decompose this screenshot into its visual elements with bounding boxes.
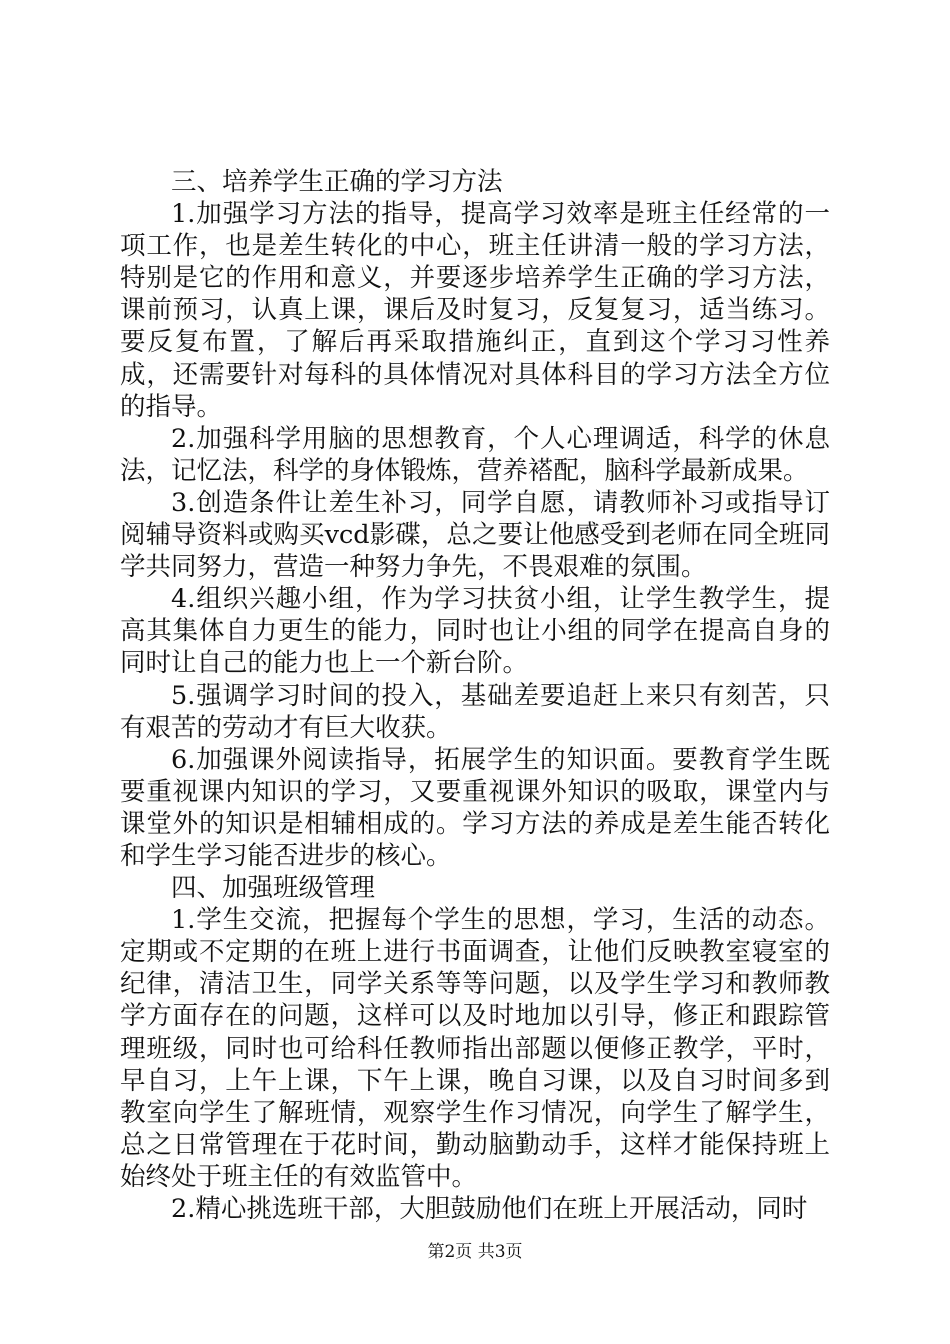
section-heading-study-methods: 三、培养学生正确的学习方法 xyxy=(171,167,503,197)
section-heading-class-management: 四、加强班级管理 xyxy=(171,873,376,904)
page-footer: 第2页 共3页 xyxy=(427,1242,523,1262)
paragraph: 1.加强学习方法的指导，提高学习效率是班主任经常的一项工作，也是差生转化的中心，班主任讲清一般的学习方法，特别是它的作用和意义，并要逐步培养学生正确的学习方法，课前预习，认真上课，课后及时复习，反复复习，适当练习。要反复布置，了解后再采取措施纠正，直到这个学习习性养成，还需要针对每科的具体情况对具体科目的学习方法全方位的指导。 xyxy=(120,199,830,422)
paragraph: 6.加强课外阅读指导，拓展学生的知识面。要教育学生既要重视课内知识的学习，又要重视课外知识的吸取，课堂内与课堂外的知识是相辅相成的。学习方法的养成是差生能否转化和学生学习能否进步的核心。 xyxy=(120,744,830,871)
paragraph: 2.精心挑选班干部，大胆鼓励他们在班上开展活动，同时 xyxy=(171,1194,808,1224)
paragraph: 4.组织兴趣小组，作为学习扶贫小组，让学生教学生，提高其集体自力更生的能力，同时也让小组的同学在提高自身的同时让自己的能力也上一个新台阶。 xyxy=(120,584,830,679)
paragraph: 3.创造条件让差生补习，同学自愿，请教师补习或指导订阅辅导资料或购买vcd影碟，总之要让他感受到老师在同全班同学共同努力，营造一种努力争先，不畏艰难的氛围。 xyxy=(120,487,830,583)
document-body xyxy=(120,166,830,1225)
paragraph: 1.学生交流，把握每个学生的思想，学习，生活的动态。定期或不定期的在班上进行书面调查，让他们反映教室寝室的纪律，清洁卫生，同学关系等等问题，以及学生学习和教师教学方面存在的问题，这样可以及时地加以引导，修正和跟踪管理班级，同时也可给科任教师指出部题以便修正教学，平时，早自习，上午上课，下午上课，晚自习课，以及自习时间多到教室向学生了解班情，观察学生作习情况，向学生了解学生，总之日常管理在于花时间，勤动脑勤动手，这样才能保持班上始终处于班主任的有效监管中。 xyxy=(120,905,830,1192)
paragraph: 5.强调学习时间的投入，基础差要追赶上来只有刻苦，只有艰苦的劳动才有巨大收获。 xyxy=(120,680,830,743)
paragraph: 2.加强科学用脑的思想教育，个人心理调适，科学的休息法，记忆法，科学的身体锻炼，营养褡配，脑科学最新成果。 xyxy=(120,423,830,486)
